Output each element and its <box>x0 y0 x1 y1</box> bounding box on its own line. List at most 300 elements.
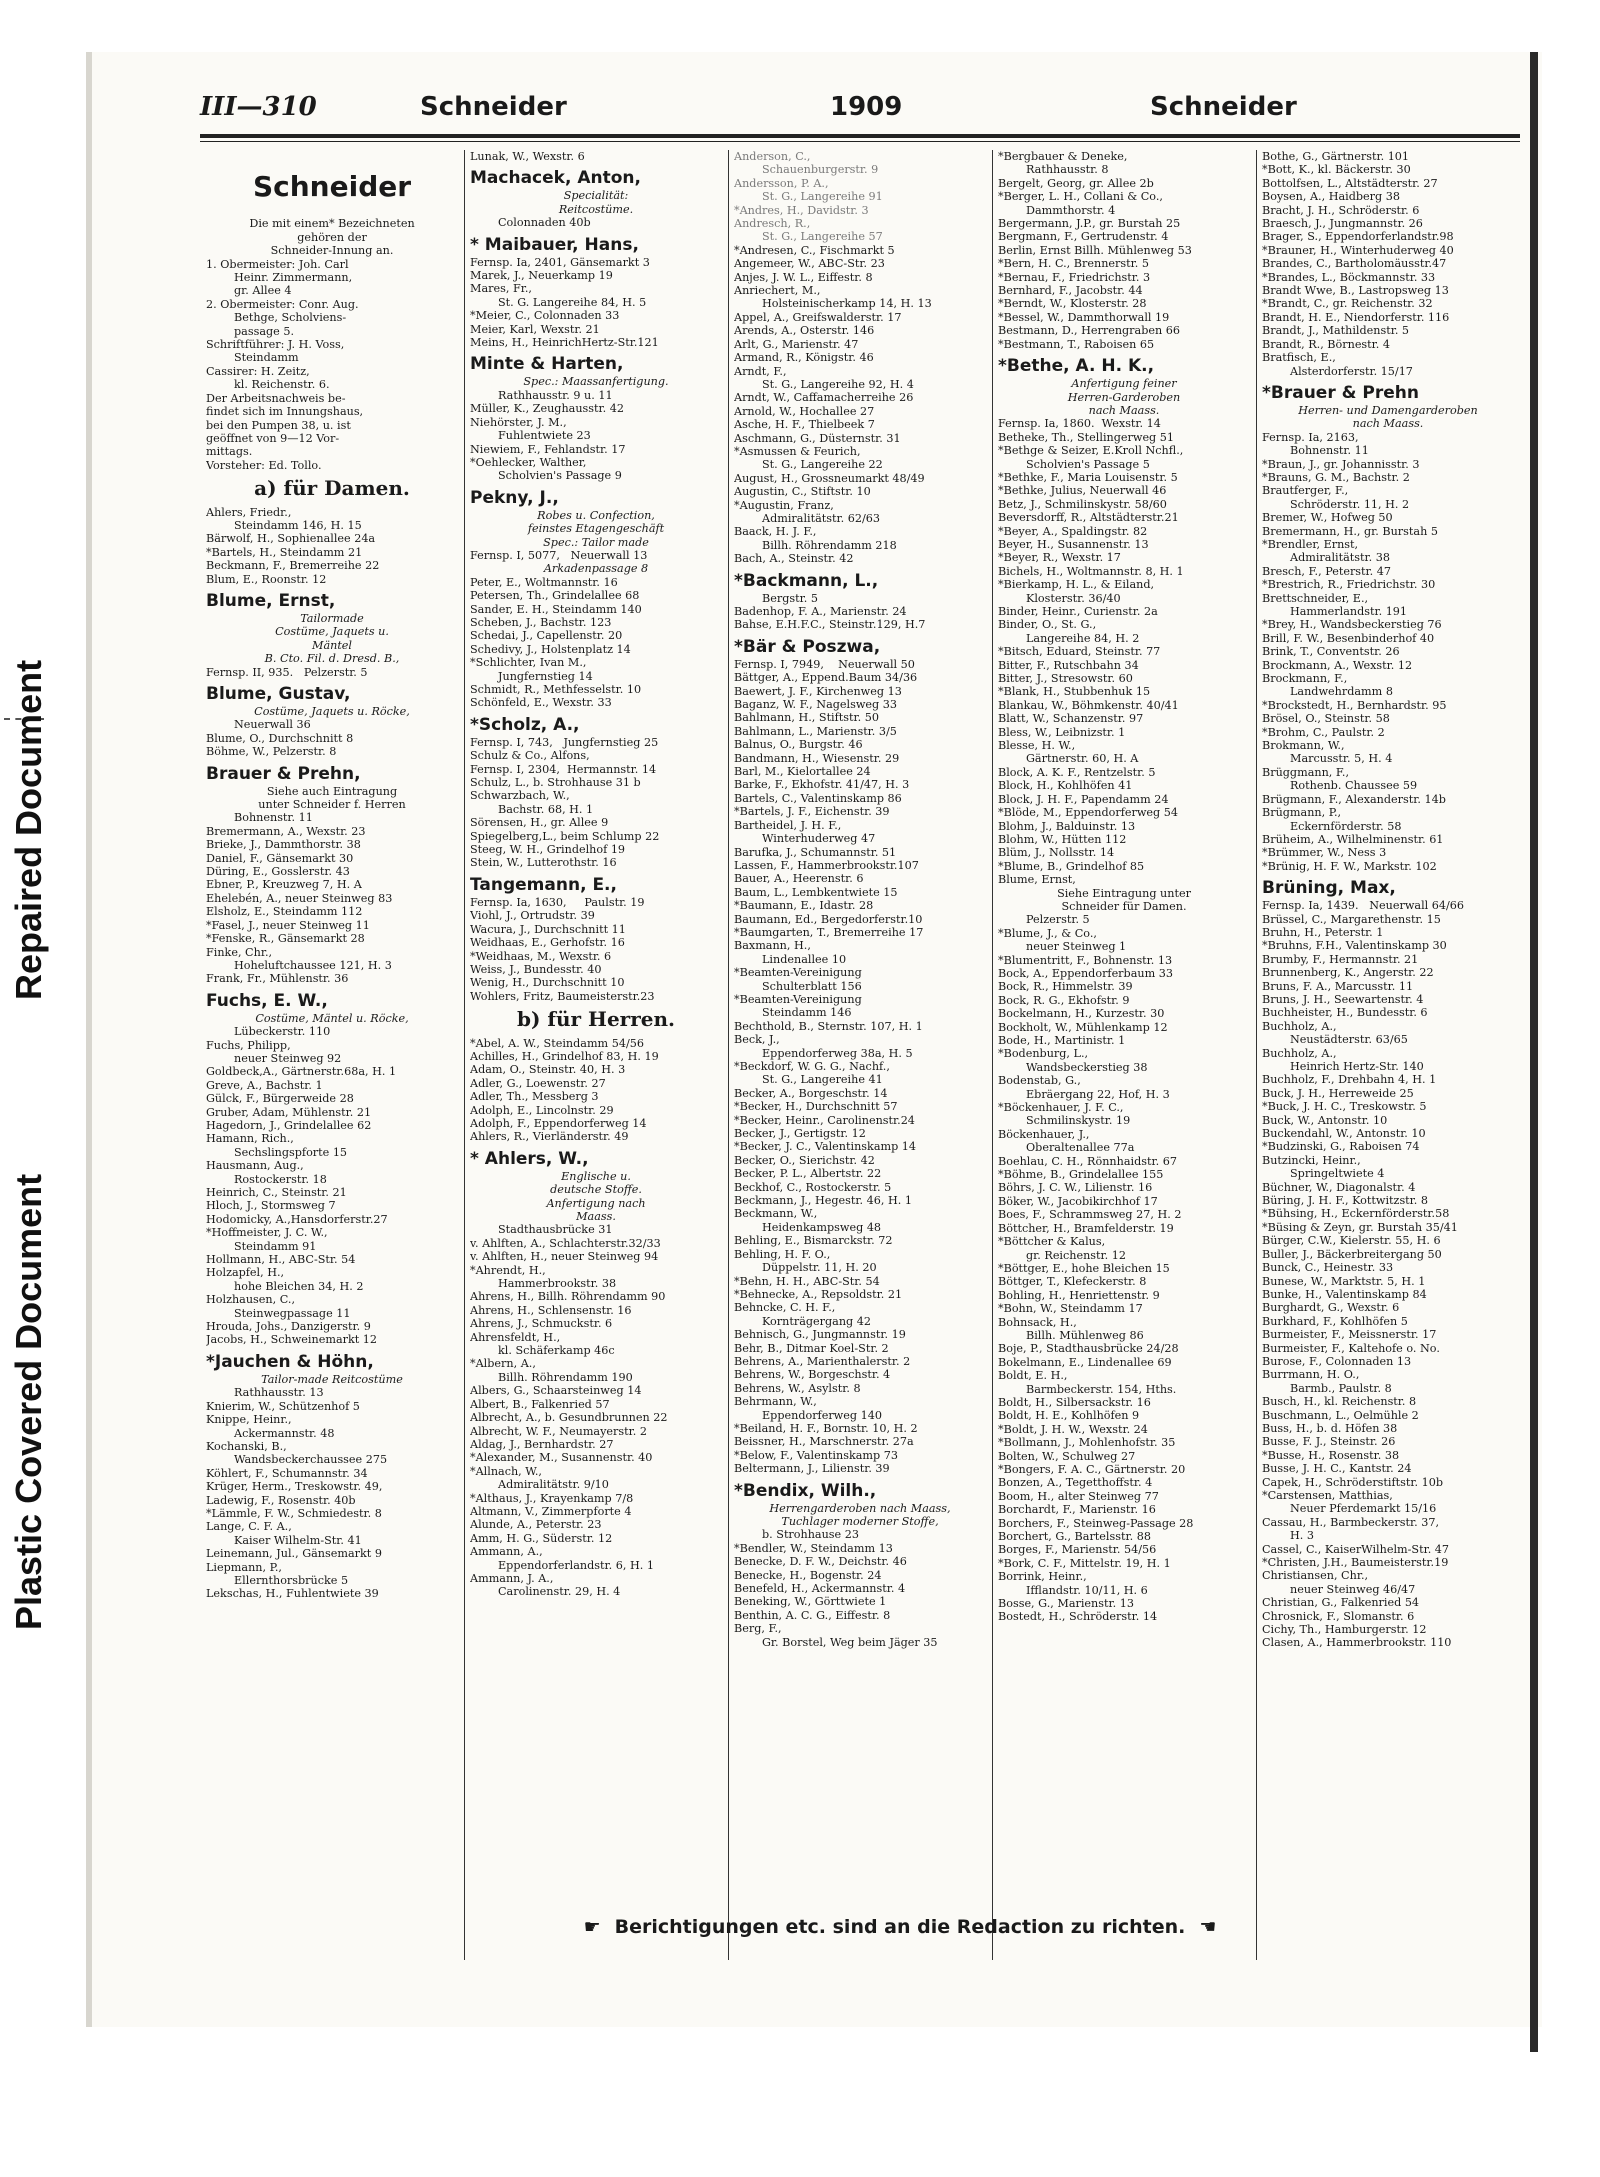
directory-entry: Ahrens, H., Schlensenstr. 16 <box>470 1303 632 1317</box>
directory-entry: Behling, E., Bismarckstr. 72 <box>734 1234 893 1248</box>
pointing-hand-icon: ☛ <box>583 1916 601 1938</box>
directory-entry: Beversdorff, R., Altstädterstr.21 <box>998 511 1179 525</box>
directory-entry: Behrens, W., Borgeschstr. 4 <box>734 1368 891 1382</box>
header-left-title: Schneider <box>420 92 567 122</box>
directory-entry: Bratfisch, E., <box>1262 351 1336 365</box>
directory-entry: Bock, A., Eppendorferbaum 33 <box>998 966 1173 980</box>
directory-entry: *Beamten-Vereinigung <box>734 966 862 980</box>
directory-entry: Daniel, F., Gänsemarkt 30 <box>206 851 354 865</box>
directory-entry: Bohnenstr. 11 <box>1290 444 1369 458</box>
directory-entry: *Blöde, M., Eppendorferweg 54 <box>998 806 1178 820</box>
directory-entry: Baxmann, H., <box>734 939 811 953</box>
directory-entry: Boldt, E. H., <box>998 1369 1068 1383</box>
directory-entry: Gr. Borstel, Weg beim Jäger 35 <box>762 1635 938 1649</box>
directory-entry: *Blumentritt, F., Bohnenstr. 13 <box>998 953 1173 967</box>
directory-entry: Carolinenstr. 29, H. 4 <box>498 1585 621 1599</box>
directory-entry: Müller, K., Zeughausstr. 42 <box>470 402 624 416</box>
directory-entry: Schmidt, R., Methfesselstr. 10 <box>470 683 642 696</box>
directory-entry: Hloch, J., Stormsweg 7 <box>206 1199 336 1213</box>
directory-entry: Achilles, H., Grindelhof 83, H. 19 <box>470 1049 659 1063</box>
directory-entry: *Brandes, L., Böckmannstr. 33 <box>1262 270 1436 284</box>
directory-entry: Steindamm <box>234 351 299 365</box>
directory-entry: gr. Reichenstr. 12 <box>1026 1248 1127 1262</box>
directory-entry: neuer Steinweg 1 <box>1026 940 1127 954</box>
directory-entry: Ackermannstr. 48 <box>234 1426 335 1440</box>
directory-entry: Eppendorferlandstr. 6, H. 1 <box>498 1558 654 1572</box>
directory-entry: Bahlmann, H., Stiftstr. 50 <box>734 711 879 725</box>
directory-entry: Mäntel <box>311 638 353 652</box>
directory-entry: Gärtnerstr. 60, H. A <box>1026 752 1139 766</box>
directory-entry: Vorsteher: Ed. Tollo. <box>206 458 322 472</box>
directory-entry: Becker, A., Borgeschstr. 14 <box>734 1086 888 1100</box>
directory-entry: Fernsp. I, 743, Jungfernstieg 25 <box>470 735 659 749</box>
directory-entry: Busse, J. H. C., Kantstr. 24 <box>1262 1462 1412 1476</box>
directory-entry: Behrens, A., Marienthalerstr. 2 <box>734 1354 911 1368</box>
directory-entry: Bless, W., Leibnizstr. 1 <box>998 725 1126 739</box>
directory-entry: Augustin, C., Stiftstr. 10 <box>734 485 871 499</box>
directory-entry: Adler, G., Loewenstr. 27 <box>470 1076 606 1090</box>
directory-entry: Berlin, Ernst Billh. Mühlenweg 53 <box>998 243 1192 257</box>
directory-entry: Beckmann, W., <box>734 1207 818 1221</box>
directory-entry: Blohm, J., Balduinstr. 13 <box>998 819 1136 833</box>
directory-entry: Admiralitätstr. 38 <box>1290 551 1390 565</box>
directory-entry: Bunese, W., Marktstr. 5, H. 1 <box>1262 1274 1426 1288</box>
directory-entry: Düppelstr. 11, H. 20 <box>762 1261 877 1275</box>
directory-title: Schneider <box>252 170 412 203</box>
directory-entry: Winterhuderweg 47 <box>762 832 876 846</box>
column-1 <box>206 150 458 1960</box>
directory-entry: Frank, Fr., Mühlenstr. 36 <box>206 972 349 986</box>
directory-entry: Costüme, Mäntel u. Röcke, <box>255 1011 409 1025</box>
directory-entry: *Brey, H., Wandsbeckerstieg 76 <box>1262 618 1442 632</box>
directory-entry: Marek, J., Neuerkamp 19 <box>470 269 613 283</box>
directory-entry: Ahlers, Friedr., <box>206 505 292 519</box>
directory-entry: Hausmann, Aug., <box>206 1159 304 1173</box>
directory-entry: Brügmann, P., <box>1262 806 1342 820</box>
directory-entry: *Behn, H. H., ABC-Str. 54 <box>734 1274 880 1288</box>
directory-entry: Behrmann, W., <box>734 1395 817 1409</box>
directory-entry: Herrengarderoben nach Maass, <box>769 1501 951 1515</box>
directory-entry: Blohm, W., Hütten 112 <box>998 832 1127 846</box>
directory-entry: Blume, Ernst, <box>998 873 1076 887</box>
directory-page <box>150 78 1520 1978</box>
directory-entry: *Fasel, J., neuer Steinweg 11 <box>206 918 370 932</box>
directory-entry: Adam, O., Steinstr. 40, H. 3 <box>470 1063 626 1077</box>
directory-entry: Brüheim, A., Wilhelminenstr. 61 <box>1262 832 1444 846</box>
directory-entry: Bracht, J. H., Schröderstr. 6 <box>1262 203 1420 217</box>
directory-entry: Schulz & Co., Alfons, <box>470 749 590 763</box>
directory-entry: geöffnet von 9—12 Vor- <box>206 431 340 445</box>
directory-entry: Rathhausstr. 8 <box>1026 163 1109 177</box>
directory-entry: Spec.: Maassanfertigung. <box>523 375 669 389</box>
directory-entry: Bremermann, A., Wexstr. 23 <box>206 824 366 838</box>
directory-entry: Bachstr. 68, H. 1 <box>498 802 594 816</box>
directory-entry: Heinr. Zimmermann, <box>234 271 353 285</box>
directory-entry: Bockholt, W., Mühlenkamp 12 <box>998 1020 1168 1034</box>
directory-entry: Reitcostüme. <box>558 202 634 216</box>
directory-entry: Brager, S., Eppendorferlandstr.98 <box>1262 230 1454 244</box>
directory-entry: Bechthold, B., Sternstr. 107, H. 1 <box>734 1019 923 1033</box>
directory-entry: Clasen, A., Hammerbrookstr. 110 <box>1262 1636 1452 1650</box>
directory-entry: nach Maass. <box>1088 403 1160 417</box>
directory-entry: Bürger, C.W., Kielerstr. 55, H. 6 <box>1262 1234 1441 1248</box>
directory-entry: Binder, Heinr., Curienstr. 2a <box>998 605 1158 618</box>
column-3 <box>734 150 986 1960</box>
directory-entry: Scheben, J., Bachstr. 123 <box>470 615 612 629</box>
directory-entry: Sechslingspforte 15 <box>234 1145 348 1159</box>
directory-entry: *Beiland, H. F., Bornstr. 10, H. 2 <box>734 1421 918 1435</box>
directory-entry: Böttcher, H., Bramfelderstr. 19 <box>998 1221 1174 1235</box>
directory-entry: Bohnenstr. 11 <box>234 811 313 825</box>
directory-entry: Bichels, H., Woltmannstr. 8, H. 1 <box>998 564 1184 578</box>
header-right-title: Schneider <box>1150 92 1297 122</box>
directory-entry: Krüger, Herm., Treskowstr. 49, <box>206 1480 383 1494</box>
directory-entry: Sörensen, H., gr. Allee 9 <box>470 816 609 830</box>
directory-entry: Steinwegpassage 11 <box>234 1306 351 1320</box>
directory-entry: Boldt, H., Silbersackstr. 16 <box>998 1395 1151 1409</box>
directory-entry: Schneider-Innung an. <box>270 244 394 258</box>
directory-entry: Block, J. H. F., Papendamm 24 <box>998 792 1169 806</box>
directory-entry: *Bartels, J. F., Eichenstr. 39 <box>734 805 890 819</box>
directory-entry: Billh. Röhrendamm 190 <box>498 1370 633 1384</box>
directory-entry: b. Strohhause 23 <box>762 1528 859 1542</box>
directory-entry: Bremermann, H., gr. Burstah 5 <box>1262 524 1438 538</box>
directory-entry: Brumby, F., Hermannstr. 21 <box>1262 952 1419 966</box>
directory-entry: *Brümmer, W., Ness 3 <box>1262 846 1387 860</box>
directory-entry: Finke, Chr., <box>206 945 273 959</box>
directory-entry: *Andresen, C., Fischmarkt 5 <box>734 243 895 257</box>
directory-entry: Brockmann, F., <box>1262 672 1348 686</box>
directory-entry: *Bork, C. F., Mittelstr. 19, H. 1 <box>998 1556 1171 1570</box>
directory-entry: Cassau, H., Barmbeckerstr. 37, <box>1262 1515 1440 1529</box>
directory-entry: Schriftführer: J. H. Voss, <box>206 338 345 352</box>
directory-entry: Klosterstr. 36/40 <box>1026 591 1121 605</box>
directory-entry: Petersen, Th., Grindelallee 68 <box>470 589 640 603</box>
directory-entry: Beckmann, J., Hegestr. 46, H. 1 <box>734 1194 912 1208</box>
directory-entry: Heinrich Hertz-Str. 140 <box>1290 1060 1424 1073</box>
directory-entry: Bahse, E.H.F.C., Steinstr.129, H.7 <box>734 618 926 632</box>
directory-entry: *Brendler, Ernst, <box>1262 537 1359 551</box>
firm-heading: *Brauer & Prehn <box>1262 382 1419 403</box>
directory-entry: Chrosnick, F., Slomanstr. 6 <box>1262 1609 1415 1623</box>
directory-entry: Weidhaas, E., Gerhofstr. 16 <box>470 936 625 950</box>
directory-entry: Behr, B., Ditmar Koel-Str. 2 <box>734 1341 889 1355</box>
directory-entry: Robes u. Confection, <box>537 508 655 522</box>
directory-entry: Liepmann, P., <box>206 1560 282 1574</box>
directory-entry: Bostedt, H., Schröderstr. 14 <box>998 1610 1158 1624</box>
directory-entry: Steeg, W. H., Grindelhof 19 <box>470 843 626 857</box>
directory-entry: Bresch, F., Peterstr. 47 <box>1262 564 1392 578</box>
directory-entry: Boldt, H. E., Kohlhöfen 9 <box>998 1409 1140 1423</box>
directory-entry: Barufka, J., Schumannstr. 51 <box>734 845 897 859</box>
directory-entry: Borchers, F., Steinweg-Passage 28 <box>998 1516 1194 1530</box>
directory-entry: Altmann, V., Zimmerpforte 4 <box>470 1504 632 1518</box>
directory-entry: Arlt, G., Marienstr. 47 <box>734 337 859 351</box>
directory-entry: gehören der <box>297 230 367 244</box>
directory-entry: Betz, J., Schmilinskystr. 58/60 <box>998 497 1167 511</box>
directory-entry: Rothenb. Chaussee 59 <box>1290 779 1418 793</box>
directory-entry: Jungfernstieg 14 <box>498 669 593 683</box>
directory-entry: Springeltwiete 4 <box>1290 1167 1385 1181</box>
directory-entry: *Böckenhauer, J. F. C., <box>998 1101 1124 1115</box>
directory-entry: Bahlmann, L., Marienstr. 3/5 <box>734 724 897 738</box>
directory-entry: Burmeister, F., Meissnerstr. 17 <box>1262 1328 1437 1342</box>
directory-entry: *Böttcher & Kalus, <box>998 1235 1106 1249</box>
directory-entry: *Becker, Heinr., Carolinenstr.24 <box>734 1113 915 1127</box>
directory-entry: Brügmann, F., Alexanderstr. 14b <box>1262 792 1446 806</box>
directory-entry: Bach, A., Steinstr. 42 <box>734 552 854 566</box>
column-divider <box>992 150 993 1960</box>
directory-entry: Behncke, C. H. F., <box>734 1301 836 1315</box>
directory-entry: St. G. Langereihe 84, H. 5 <box>498 295 647 309</box>
directory-entry: Knierim, W., Schützenhof 5 <box>206 1399 360 1413</box>
directory-entry: Becker, J., Gertigstr. 12 <box>734 1127 866 1141</box>
directory-entry: Anfertigung nach <box>546 1196 646 1210</box>
directory-entry: Beckmann, F., Bremerreihe 22 <box>206 559 380 573</box>
directory-entry: Hodomicky, A.,Hansdorferstr.27 <box>206 1212 388 1226</box>
directory-entry: Herren-Garderoben <box>1067 390 1181 404</box>
directory-entry: *Brestrich, R., Friedrichstr. 30 <box>1262 578 1436 592</box>
directory-entry: Siehe auch Eintragung <box>266 784 398 798</box>
directory-entry: Bandmann, H., Wiesenstr. 29 <box>734 751 900 765</box>
directory-entry: *Augustin, Franz, <box>734 498 834 512</box>
directory-entry: Badenhop, F. A., Marienstr. 24 <box>734 605 907 618</box>
directory-entry: Wenig, H., Durchschnitt 10 <box>470 976 625 990</box>
directory-entry: Holsteinischerkamp 14, H. 13 <box>762 297 932 311</box>
directory-entry: gr. Allee 4 <box>234 284 292 298</box>
directory-entry: Bruhn, H., Peterstr. 1 <box>1262 925 1384 939</box>
directory-entry: Christiansen, Chr., <box>1262 1569 1369 1583</box>
header-rule-thin <box>200 141 1520 142</box>
directory-entry: Fernsp. Ia, 1860. Wexstr. 14 <box>998 417 1161 431</box>
directory-entry: *Boldt, J. H. W., Wexstr. 24 <box>998 1422 1148 1436</box>
directory-entry: Böckenhauer, J., <box>998 1127 1090 1141</box>
directory-entry: Niehörster, J. M., <box>470 415 567 429</box>
directory-entry: Baack, H. J. F., <box>734 525 817 539</box>
directory-entry: Anriechert, M., <box>734 284 821 298</box>
directory-entry: *Bessel, W., Dammthorwall 19 <box>998 310 1170 324</box>
directory-entry: Costüme, Jaquets u. Röcke, <box>254 705 410 718</box>
directory-entry: Holzhausen, C., <box>206 1293 295 1307</box>
directory-entry: Admiralitätstr. 62/63 <box>762 511 880 525</box>
directory-entry: Ahrens, H., Billh. Röhrendamm 90 <box>470 1290 666 1304</box>
directory-entry: St. G., Langereihe 57 <box>762 230 883 244</box>
column-5 <box>1262 150 1514 1960</box>
directory-entry: Heidenkampsweg 48 <box>762 1220 882 1234</box>
directory-entry: *Budzinski, G., Raboisen 74 <box>1262 1140 1420 1154</box>
directory-entry: Lunak, W., Wexstr. 6 <box>470 150 585 163</box>
directory-entry: Bärwolf, H., Sophienallee 24a <box>206 532 376 546</box>
directory-entry: Alunde, A., Peterstr. 23 <box>470 1518 602 1532</box>
directory-entry: Buchholz, F., Drehbahn 4, H. 1 <box>1262 1073 1437 1087</box>
directory-entry: Bohnsack, H., <box>998 1315 1077 1329</box>
directory-entry: Langereihe 84, H. 2 <box>1026 631 1140 645</box>
binding-strip <box>0 0 90 2177</box>
directory-entry: Arndt, F., <box>734 364 787 378</box>
directory-entry: Behrens, W., Asylstr. 8 <box>734 1381 861 1395</box>
directory-entry: Colonnaden 40b <box>498 216 591 230</box>
directory-entry: Büchner, W., Diagonalstr. 4 <box>1262 1180 1416 1194</box>
directory-entry: *Bestmann, T., Raboisen 65 <box>998 337 1155 351</box>
directory-entry: Bode, H., Martinistr. 1 <box>998 1034 1126 1047</box>
directory-entry: Spiegelberg,L., beim Schlump 22 <box>470 829 660 843</box>
directory-entry: Meier, Karl, Wexstr. 21 <box>470 322 600 336</box>
directory-entry: Steindamm 91 <box>234 1239 317 1253</box>
directory-entry: *Bitsch, Eduard, Steinstr. 77 <box>998 645 1161 659</box>
directory-entry: Rathhausstr. 13 <box>234 1386 324 1400</box>
directory-entry: Wacura, J., Durchschnitt 11 <box>470 922 626 936</box>
directory-entry: *Schlichter, Ivan M., <box>470 656 587 670</box>
directory-entry: Bergelt, Georg, gr. Allee 2b <box>998 176 1154 190</box>
directory-entry: Buchholz, A., <box>1262 1019 1337 1033</box>
directory-entry: *Bartels, H., Steindamm 21 <box>206 545 363 559</box>
directory-entry: Behling, H. F. O., <box>734 1247 831 1261</box>
directory-entry: Billh. Mühlenweg 86 <box>1026 1328 1144 1342</box>
directory-entry: Lindenallee 10 <box>762 952 847 966</box>
directory-entry: *Alexander, M., Susannenstr. 40 <box>470 1451 653 1465</box>
directory-entry: Borchert, G., Bartelsstr. 88 <box>998 1530 1151 1544</box>
directory-entry: *Bergbauer & Deneke, <box>998 150 1128 163</box>
directory-entry: Steindamm 146 <box>762 1006 852 1020</box>
directory-entry: Schneider für Damen. <box>1061 899 1187 913</box>
directory-entry: neuer Steinweg 92 <box>234 1051 342 1065</box>
directory-entry: Anfertigung feiner <box>1071 377 1177 391</box>
directory-entry: nach Maass. <box>1352 417 1424 431</box>
directory-entry: *Becker, H., Durchschnitt 57 <box>734 1100 898 1114</box>
directory-entry: Lassen, F., Hammerbrookstr.107 <box>734 858 919 872</box>
directory-entry: Tuchlager moderner Stoffe, <box>781 1515 939 1528</box>
directory-entry: Mares, Fr., <box>470 282 532 296</box>
directory-entry: Balnus, O., Burgstr. 46 <box>734 738 863 752</box>
directory-entry: *Carstensen, Matthias, <box>1262 1489 1393 1502</box>
directory-entry: Buss, H., b. d. Höfen 38 <box>1262 1421 1398 1435</box>
directory-entry: Greve, A., Bachstr. 1 <box>206 1078 323 1092</box>
directory-entry: Cichy, Th., Hamburgerstr. 12 <box>1262 1623 1427 1637</box>
directory-entry: *Fenske, R., Gänsemarkt 28 <box>206 932 365 946</box>
directory-entry: Schönfeld, E., Wexstr. 33 <box>470 696 612 710</box>
directory-entry: Bodenstab, G., <box>998 1074 1081 1088</box>
directory-entry: Fernsp. I, 5077, Neuerwall 13 <box>470 548 648 562</box>
directory-entry: Burghardt, G., Wexstr. 6 <box>1262 1301 1400 1315</box>
directory-entry: *Lämmle, F. W., Schmiedestr. 8 <box>206 1506 382 1520</box>
directory-entry: Asche, H. F., Thielbeek 7 <box>734 418 875 432</box>
directory-entry: Goldbeck,A., Gärtnerstr.68a, H. 1 <box>206 1065 397 1079</box>
directory-entry: Aldag, J., Bernhardstr. 27 <box>470 1437 614 1451</box>
directory-entry: Buller, J., Bäckerbreitergang 50 <box>1262 1247 1442 1261</box>
directory-entry: Braesch, J., Jungmannstr. 26 <box>1262 217 1423 231</box>
directory-entry: kl. Reichenstr. 6. <box>234 378 330 392</box>
directory-entry: *Berger, L. H., Collani & Co., <box>998 190 1163 204</box>
directory-entry: *Brauner, H., Winterhuderweg 40 <box>1262 243 1454 257</box>
directory-entry: Ahrensfeldt, H., <box>470 1330 561 1344</box>
directory-entry: Steindamm 146, H. 15 <box>234 518 362 532</box>
directory-entry: Lange, C. F. A., <box>206 1520 292 1534</box>
directory-entry: *Below, F., Valentinskamp 73 <box>734 1448 898 1462</box>
directory-entry: Eppendorferweg 38a, H. 5 <box>762 1046 913 1060</box>
firm-heading: * Ahlers, W., <box>470 1148 589 1169</box>
directory-entry: *Böttger, E., hohe Bleichen 15 <box>998 1261 1170 1275</box>
directory-entry: *Beckdorf, W. G. G., Nachf., <box>734 1060 890 1073</box>
directory-entry: Rostockerstr. 18 <box>234 1172 327 1186</box>
directory-entry: Bottolfsen, L., Altstädterstr. 27 <box>1262 176 1438 190</box>
directory-entry: Brandt, J., Mathildenstr. 5 <box>1262 324 1410 338</box>
directory-entry: Oberaltenallee 77a <box>1026 1141 1135 1155</box>
directory-entry: Meins, H., HeinrichHertz-Str.121 <box>470 336 659 350</box>
directory-entry: Bunke, H., Valentinskamp 84 <box>1262 1287 1427 1301</box>
directory-entry: Spec.: Tailor made <box>543 535 649 549</box>
directory-entry: Brandes, C., Bartholomäusstr.47 <box>1262 257 1447 271</box>
directory-entry: Tailormade <box>300 611 364 625</box>
directory-entry: Fernsp. II, 935. Pelzerstr. 5 <box>206 665 368 679</box>
directory-entry: *Beamten-Vereinigung <box>734 992 862 1006</box>
directory-entry: *Bollmann, J., Mohlenhofstr. 35 <box>998 1436 1176 1450</box>
directory-entry: Arkadenpassage 8 <box>543 562 649 576</box>
directory-entry: *Asmussen & Feurich, <box>734 444 861 458</box>
directory-entry: Brockmann, A., Wexstr. 12 <box>1262 658 1413 672</box>
directory-entry: Appel, A., Greifswalderstr. 17 <box>734 310 902 324</box>
directory-entry: Baumann, Ed., Bergedorferstr.10 <box>734 912 923 926</box>
directory-entry: *Bethke, Julius, Neuerwall 46 <box>998 484 1167 498</box>
directory-entry: Hammerbrookstr. 38 <box>498 1277 617 1291</box>
directory-entry: Christian, G., Falkenried 54 <box>1262 1596 1420 1610</box>
directory-entry: Borchardt, F., Marienstr. 16 <box>998 1503 1156 1517</box>
directory-entry: *Brandt, C., gr. Reichenstr. 32 <box>1262 297 1433 311</box>
directory-entry: Hamann, Rich., <box>206 1132 294 1146</box>
directory-entry: Arnold, W., Hochallee 27 <box>734 404 875 418</box>
header-rule-thick <box>200 134 1520 138</box>
directory-entry: Cassel, C., KaiserWilhelm-Str. 47 <box>1262 1542 1450 1556</box>
firm-heading: *Bär & Poszwa, <box>734 636 881 657</box>
page-footer <box>410 1916 1390 1938</box>
directory-entry: Englische u. <box>561 1169 631 1183</box>
directory-entry: Borrink, Heinr., <box>998 1570 1087 1584</box>
page-right-edge <box>1530 52 1538 2052</box>
directory-entry: Kornträgergang 42 <box>762 1314 871 1328</box>
directory-entry: Bock, R., Himmelstr. 39 <box>998 980 1133 994</box>
directory-entry: Fernsp. Ia, 2163, <box>1262 430 1359 444</box>
directory-entry: *Weidhaas, M., Wexstr. 6 <box>470 949 612 963</box>
directory-entry: Baganz, W. F., Nagelsweg 33 <box>734 698 897 712</box>
directory-entry: Ahrens, J., Schmuckstr. 6 <box>470 1317 613 1331</box>
directory-entry: Lübeckerstr. 110 <box>234 1025 331 1039</box>
firm-heading: Brüning, Max, <box>1262 878 1396 899</box>
directory-entry: Heinrich, C., Steinstr. 21 <box>206 1186 347 1199</box>
directory-entry: St. G., Langereihe 91 <box>762 190 883 204</box>
directory-entry: H. 3 <box>1290 1529 1314 1543</box>
directory-entry: Neuer Pferdemarkt 15/16 <box>1290 1502 1437 1516</box>
directory-entry: Arends, A., Osterstr. 146 <box>734 324 875 338</box>
directory-entry: Bartheidel, J. H. F., <box>734 818 842 832</box>
directory-entry: Brink, T., Conventstr. 26 <box>1262 645 1400 659</box>
directory-entry: Bitter, F., Rutschbahn 34 <box>998 658 1139 672</box>
directory-entry: Barmb., Paulstr. 8 <box>1290 1381 1392 1395</box>
directory-entry: 1. Obermeister: Joh. Carl <box>206 257 349 271</box>
section-heading: b) für Herren. <box>517 1007 675 1032</box>
directory-entry: Ifflandstr. 10/11, H. 6 <box>1026 1583 1148 1597</box>
directory-entry: Der Arbeitsnachweis be- <box>206 391 346 405</box>
firm-heading: * Maibauer, Hans, <box>470 234 639 255</box>
directory-entry: Schmilinskystr. 19 <box>1026 1114 1131 1128</box>
directory-entry: Ammann, J. A., <box>470 1571 554 1585</box>
directory-entry: Brüggmann, F., <box>1262 765 1350 779</box>
directory-entry: Cassirer: H. Zeitz, <box>206 364 310 378</box>
directory-entry: Marcusstr. 5, H. 4 <box>1290 752 1393 766</box>
directory-entry: *Blume, B., Grindelhof 85 <box>998 859 1145 873</box>
column-divider <box>728 150 729 1960</box>
directory-entry: Bohling, H., Henriettenstr. 9 <box>998 1288 1160 1302</box>
directory-entry: Stadthausbrücke 31 <box>498 1223 613 1237</box>
directory-entry: Block, H., Kohlhöfen 41 <box>998 779 1133 793</box>
